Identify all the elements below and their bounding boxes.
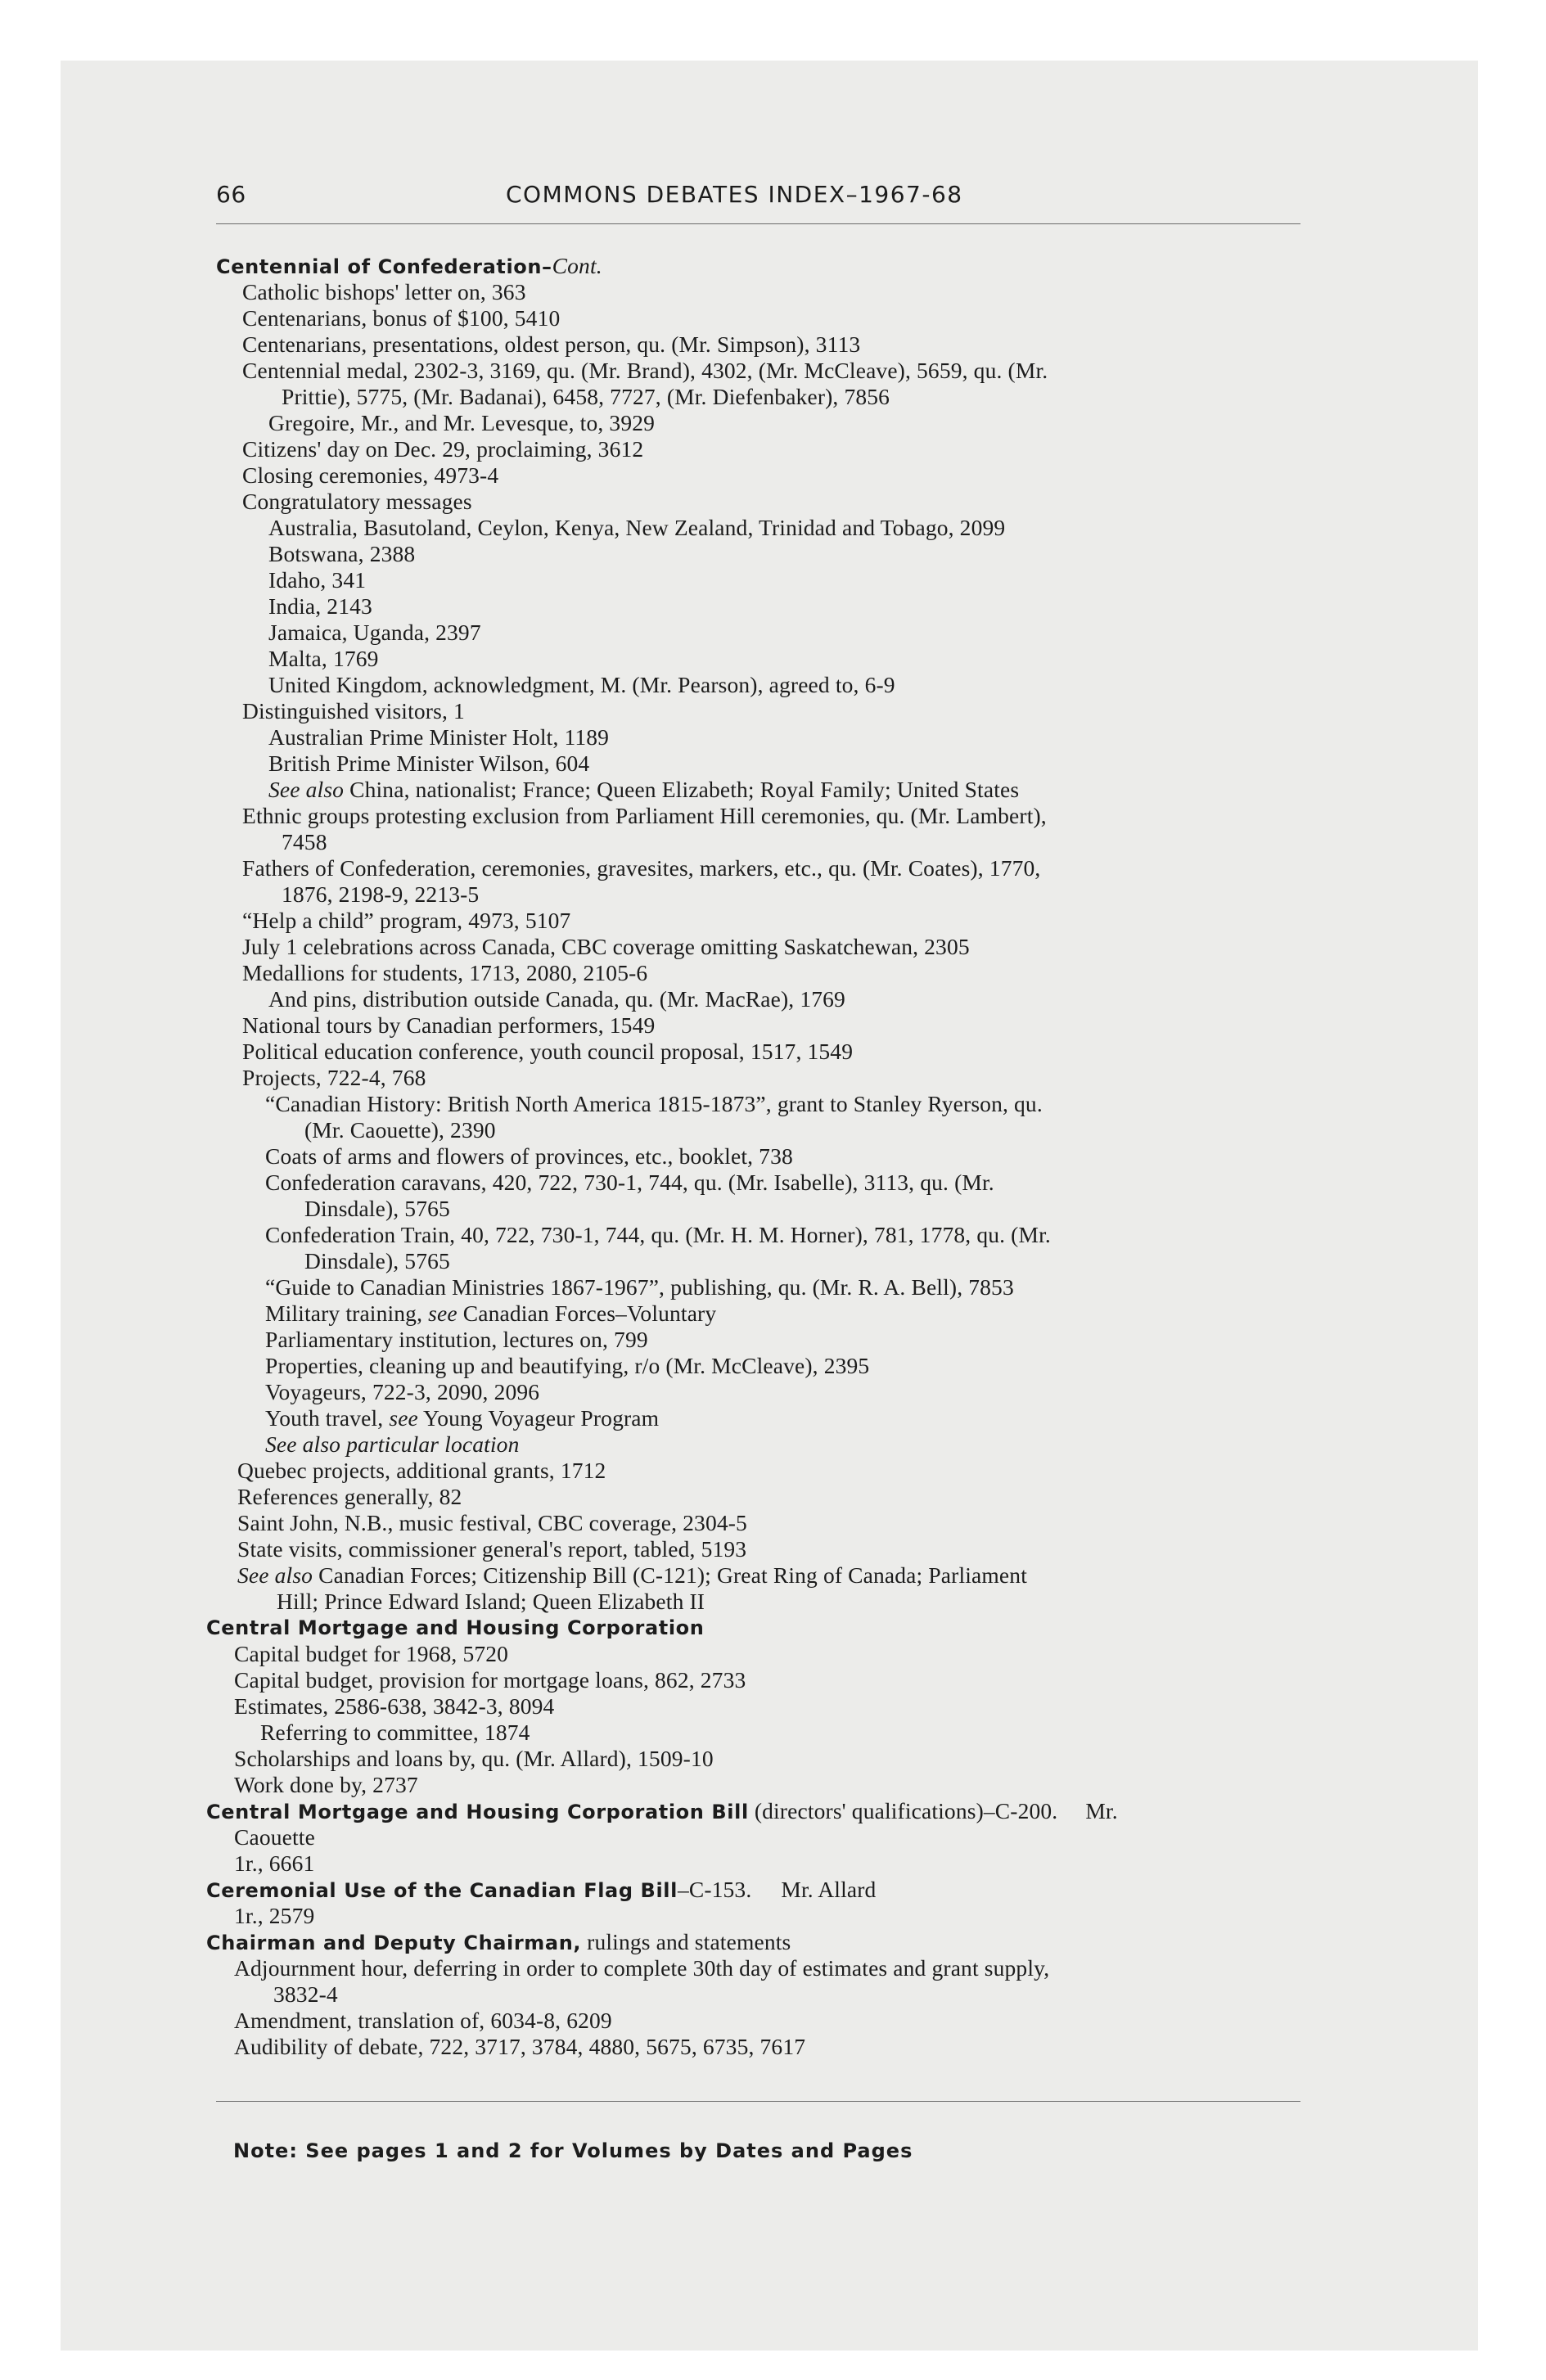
index-entry: Political education conference, youth council proposal, 1517, 1549 — [242, 1039, 854, 1064]
index-entry: Centennial medal, 2302-3, 3169, qu. (Mr. Brand), 4302, (Mr. McCleave), 5659, qu. (Mr. — [242, 358, 1048, 383]
index-subentry: Gregoire, Mr., and Mr. Levesque, to, 3929 — [268, 410, 656, 435]
page-header — [216, 181, 1300, 223]
index-entry-continuation: 3832-4 — [273, 1981, 338, 2007]
see-also-reference: See also particular location — [265, 1431, 520, 1457]
index-entry: Centenarians, bonus of $100, 5410 — [242, 305, 561, 331]
index-subentry: “Canadian History: British North America 1815-1873”, grant to Stanley Ryerson, qu. — [265, 1091, 1043, 1116]
index-subentry: Confederation caravans, 420, 722, 730-1, 744, qu. (Mr. Isabelle), 3113, qu. (Mr. — [265, 1170, 994, 1195]
index-subentry: Idaho, 341 — [268, 567, 367, 593]
index-entry: Projects, 722-4, 768 — [242, 1065, 426, 1090]
index-entry-continuation: Prittie), 5775, (Mr. Badanai), 6458, 7727, (Mr. Diefenbaker), 7856 — [282, 384, 890, 409]
index-entry: National tours by Canadian performers, 1549 — [242, 1012, 656, 1038]
index-entry: References generally, 82 — [237, 1484, 462, 1509]
index-subentry: And pins, distribution outside Canada, qu. (Mr. MacRae), 1769 — [268, 986, 845, 1012]
page-number: 66 — [216, 181, 246, 208]
index-entry: Scholarships and loans by, qu. (Mr. Allard), 1509-10 — [234, 1746, 714, 1771]
index-entry: Audibility of debate, 722, 3717, 3784, 4880, 5675, 6735, 7617 — [234, 2034, 806, 2059]
index-entry: Amendment, translation of, 6034-8, 6209 — [234, 2008, 612, 2033]
footer-note: Note: See pages 1 and 2 for Volumes by Dates and Pages — [233, 2139, 913, 2162]
footer-rule — [216, 2101, 1300, 2102]
index-entry: 1r., 2579 — [234, 1903, 315, 1928]
see-also-reference: See also China, nationalist; France; Queen Elizabeth; Royal Family; United States — [268, 777, 1020, 802]
index-entry: Ethnic groups protesting exclusion from Parliament Hill ceremonies, qu. (Mr. Lambert), — [242, 803, 1047, 828]
index-entry-continuation: (Mr. Caouette), 2390 — [304, 1117, 496, 1143]
index-entry: Catholic bishops' letter on, 363 — [242, 279, 526, 304]
index-subentry: Botswana, 2388 — [268, 541, 416, 566]
index-subentry: Parliamentary institution, lectures on, 799 — [265, 1327, 648, 1352]
index-entry: Citizens' day on Dec. 29, proclaiming, 3612 — [242, 436, 644, 462]
heading-centennial-of-confederation: Centennial of Confederation–Cont. — [216, 253, 602, 278]
heading-central-mortgage-and-housing-corporation: Central Mortgage and Housing Corporation — [206, 1616, 705, 1639]
index-entry: Estimates, 2586-638, 3842-3, 8094 — [234, 1693, 555, 1719]
index-entry: Adjournment hour, deferring in order to complete 30th day of estimates and grant supply, — [234, 1955, 1050, 1981]
index-subentry: British Prime Minister Wilson, 604 — [268, 751, 590, 776]
index-subentry: Australia, Basutoland, Ceylon, Kenya, New Zealand, Trinidad and Tobago, 2099 — [268, 515, 1006, 540]
index-entry: Quebec projects, additional grants, 1712 — [237, 1458, 606, 1483]
index-entry: Saint John, N.B., music festival, CBC coverage, 2304-5 — [237, 1510, 747, 1535]
index-entry-continuation: Dinsdale), 5765 — [304, 1248, 450, 1273]
index-entry-continuation: 1876, 2198-9, 2213-5 — [282, 881, 480, 907]
index-subentry: Voyageurs, 722-3, 2090, 2096 — [265, 1379, 540, 1404]
index-subentry: Properties, cleaning up and beautifying, r/o (Mr. McCleave), 2395 — [265, 1353, 870, 1378]
index-entry: Congratulatory messages — [242, 489, 472, 514]
index-entry: Capital budget, provision for mortgage loans, 862, 2733 — [234, 1667, 746, 1693]
index-entry: Work done by, 2737 — [234, 1772, 418, 1797]
index-entry: Centenarians, presentations, oldest person, qu. (Mr. Simpson), 3113 — [242, 331, 861, 357]
header-rule — [216, 223, 1300, 224]
index-subentry: Youth travel, see Young Voyageur Program — [265, 1405, 660, 1431]
index-entry: July 1 celebrations across Canada, CBC coverage omitting Saskatchewan, 2305 — [242, 934, 970, 959]
index-subentry: Referring to committee, 1874 — [260, 1720, 530, 1745]
index-entry: State visits, commissioner general's report, tabled, 5193 — [237, 1536, 747, 1562]
index-subentry: India, 2143 — [268, 593, 372, 619]
index-subentry: Military training, see Canadian Forces–Voluntary — [265, 1300, 717, 1326]
index-entry-continuation: Dinsdale), 5765 — [304, 1196, 450, 1221]
index-subentry: Malta, 1769 — [268, 646, 379, 671]
heading-chairman-and-deputy-chairman: Chairman and Deputy Chairman, rulings and statements — [206, 1929, 791, 1954]
index-subentry: Confederation Train, 40, 722, 730-1, 744, qu. (Mr. H. M. Horner), 781, 1778, qu. (Mr. — [265, 1222, 1051, 1247]
heading-cmhc-bill: Central Mortgage and Housing Corporation Bill (directors' qualifications)–C-200. Mr. — [206, 1798, 1118, 1823]
running-title: COMMONS DEBATES INDEX–1967-68 — [506, 181, 963, 208]
index-subentry: Jamaica, Uganda, 2397 — [268, 620, 481, 645]
index-entry: Distinguished visitors, 1 — [242, 698, 465, 723]
index-entry: “Help a child” program, 4973, 5107 — [242, 908, 571, 933]
index-entry: 1r., 6661 — [234, 1850, 315, 1876]
index-entry: Medallions for students, 1713, 2080, 2105-6 — [242, 960, 648, 985]
index-entry-continuation: 7458 — [282, 829, 327, 854]
index-entry-continuation: Hill; Prince Edward Island; Queen Elizabeth II — [277, 1589, 705, 1614]
index-entry: Closing ceremonies, 4973-4 — [242, 462, 499, 488]
index-subentry: United Kingdom, acknowledgment, M. (Mr. Pearson), agreed to, 6-9 — [268, 672, 895, 697]
index-entry: Capital budget for 1968, 5720 — [234, 1641, 509, 1666]
see-also-reference: See also Canadian Forces; Citizenship Bill (C-121); Great Ring of Canada; Parliament — [237, 1562, 1027, 1588]
index-entry: Caouette — [234, 1824, 315, 1850]
heading-ceremonial-use-of-flag-bill: Ceremonial Use of the Canadian Flag Bill–C-153. Mr. Allard — [206, 1877, 877, 1902]
index-subentry: Australian Prime Minister Holt, 1189 — [268, 724, 610, 750]
index-subentry: Coats of arms and flowers of provinces, etc., booklet, 738 — [265, 1143, 793, 1169]
index-subentry: “Guide to Canadian Ministries 1867-1967”, publishing, qu. (Mr. R. A. Bell), 7853 — [265, 1274, 1014, 1300]
index-entry: Fathers of Confederation, ceremonies, gravesites, markers, etc., qu. (Mr. Coates), 1770, — [242, 855, 1041, 881]
